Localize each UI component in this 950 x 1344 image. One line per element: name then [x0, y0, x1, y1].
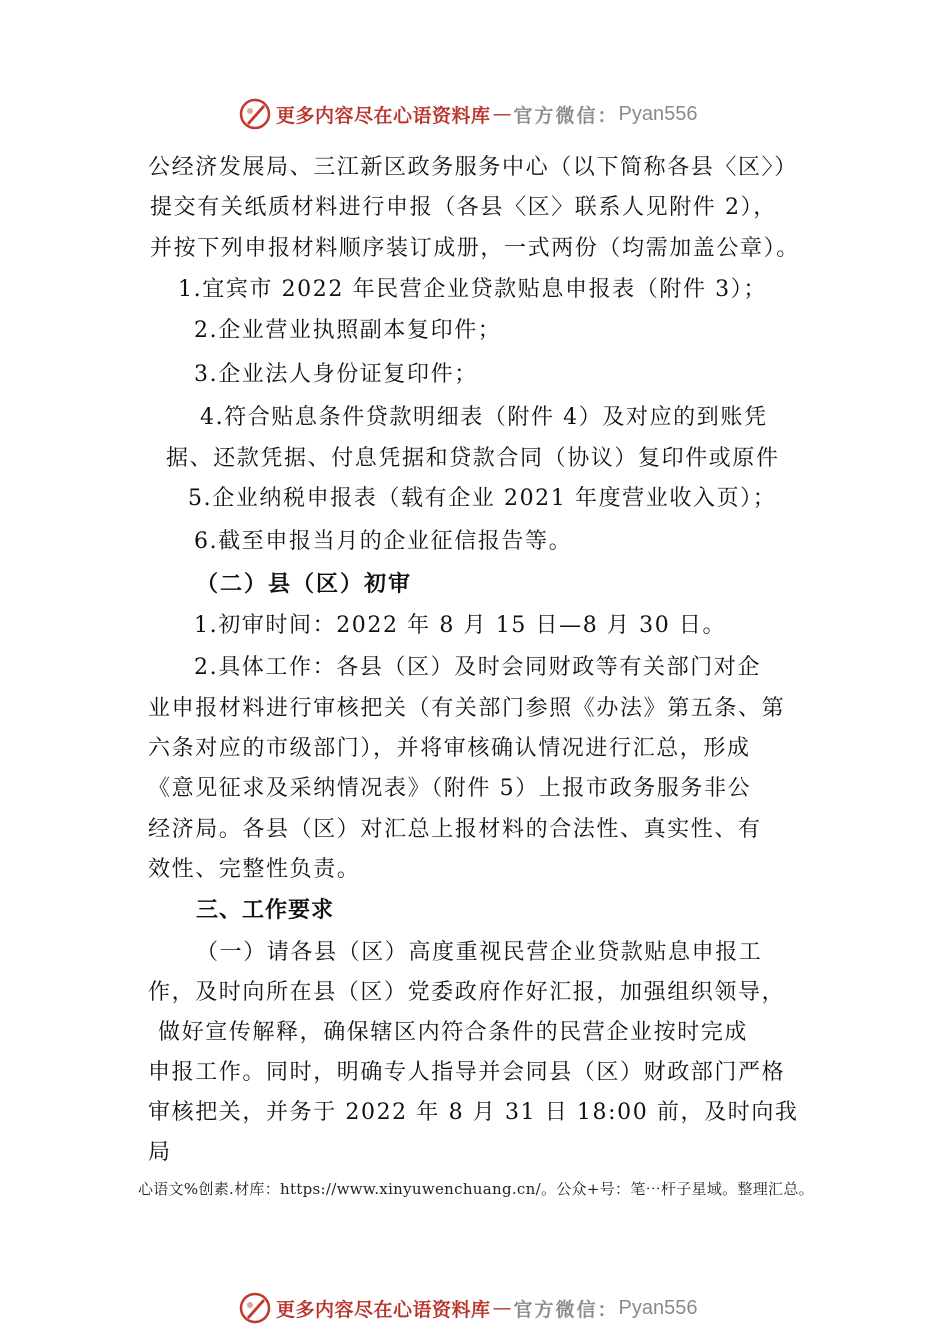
banner-wechat-label: 官方微信：: [513, 104, 619, 127]
paragraph-line: 申报工作。同时，明确专人指导并会同县（区）财政部门严格: [148, 1060, 786, 1085]
paragraph-line: 据、还款凭据、付息凭据和贷款合同（协议）复印件或原件: [166, 446, 780, 471]
paragraph-line: 做好宣传解释，确保辖区内符合条件的民营企业按时完成: [158, 1020, 749, 1045]
banner-separator: —: [492, 1297, 512, 1319]
paragraph-line: 公经济发展局、三江新区政务服务中心（以下简称各县〈区〉）: [148, 155, 798, 180]
section-heading: 三、工作要求: [196, 898, 335, 923]
list-item: 3.企业法人身份证复印件；: [194, 362, 478, 387]
paragraph-line: 并按下列申报材料顺序装订成册，一式两份（均需加盖公章）。: [150, 236, 800, 261]
paragraph-line: 六条对应的市级部门），并将审核确认情况进行汇总，形成: [148, 736, 751, 761]
footer-source-note: 心语文%创素.材库：https://www.xinyuwenchuang.cn/。公众+号：笔⋯杆子星域。整理汇总。: [138, 1180, 814, 1198]
pen-logo-icon: [238, 97, 272, 131]
paragraph-line: 《意见征求及采纳情况表》（附件 5）上报市政务服务非公: [148, 776, 752, 801]
paragraph-line: 业申报材料进行审核把关（有关部门参照《办法》第五条、第: [148, 696, 786, 721]
banner-brand-text: 更多内容尽在心语资料库: [276, 1298, 491, 1321]
bottom-banner: [238, 1288, 698, 1328]
banner-separator: —: [492, 103, 512, 125]
top-banner: [238, 94, 698, 134]
list-item: 4.符合贴息条件贷款明细表（附件 4）及对应的到账凭: [200, 405, 768, 430]
list-item: 2.具体工作：各县（区）及时会同财政等有关部门对企: [194, 655, 761, 680]
list-item: 1.宜宾市 2022 年民营企业贷款贴息申报表（附件 3）；: [178, 277, 767, 302]
paragraph-line: （一）请各县（区）高度重视民营企业贷款贴息申报工: [196, 940, 763, 965]
paragraph-line: 审核把关，并务于 2022 年 8 月 31 日 18:00 前，及时向我: [148, 1100, 799, 1125]
list-item: 6.截至申报当月的企业征信报告等。: [194, 529, 573, 554]
list-item: 5.企业纳税申报表（载有企业 2021 年度营业收入页）；: [188, 486, 777, 511]
pen-logo-icon: [238, 1291, 272, 1325]
paragraph-line: 经济局。各县（区）对汇总上报材料的合法性、真实性、有: [148, 817, 762, 842]
paragraph-line: 局: [148, 1140, 172, 1165]
list-item: 2.企业营业执照副本复印件；: [194, 318, 502, 343]
banner-wechat-id: Pyan556: [618, 102, 698, 125]
paragraph-line: 效性、完整性负责。: [148, 857, 361, 882]
banner-brand-text: 更多内容尽在心语资料库: [276, 104, 491, 127]
paragraph-line: 作，及时向所在县（区）党委政府作好汇报，加强组织领导，: [148, 980, 786, 1005]
banner-wechat-label: 官方微信：: [513, 1298, 619, 1321]
paragraph-line: 提交有关纸质材料进行申报（各县〈区〉联系人见附件 2），: [150, 195, 777, 220]
banner-wechat-id: Pyan556: [618, 1296, 698, 1319]
section-heading: （二）县（区）初审: [196, 571, 413, 597]
list-item: 1.初审时间：2022 年 8 月 15 日—8 月 30 日。: [194, 613, 727, 638]
